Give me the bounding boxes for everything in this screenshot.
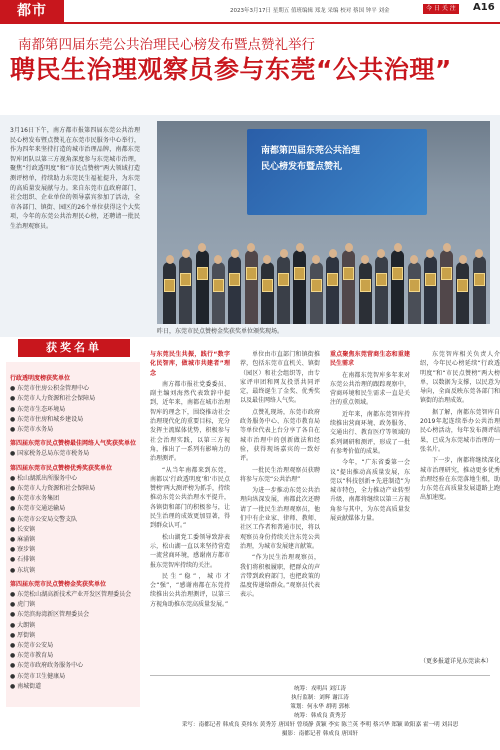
credit-line: 摄影：南都记者 韩成良 唐国轩 — [281, 731, 359, 737]
award-plaque — [278, 273, 289, 286]
credit-line: 采写：南都记者 韩成良 莫炜东 黄秀芳 唐国轩 曾琰静 黄颖 李实 陈兰英 李明 蔡兴华 郑颖 欧阳嘉 霍一明 刘昌思 — [181, 722, 459, 728]
article-paragraph: 近年来，南都东莞智库持续推出营商环境、政务服务、交通出行、教育医疗等领域的系列调研和测评，形成了一批有参考价值的成果。 — [330, 410, 410, 455]
award-list-item: ● 东莞市交通运输局 — [10, 505, 66, 513]
award-plaque — [441, 267, 452, 280]
column-4-body — [420, 350, 500, 503]
award-plaque — [425, 273, 436, 286]
award-plaque — [392, 267, 403, 280]
banner-title-line2: 民心榜发布暨点赞礼 — [261, 162, 343, 172]
credit-line: 统筹：韩成良 黄秀芳 — [293, 713, 347, 719]
award-category-title: 第四届东莞市民点赞榜金奖获奖单位 — [10, 580, 107, 588]
column-2-body — [240, 350, 320, 600]
photo-caption: 昨日，东莞市民点赞榜金奖获奖单位颁奖现场。 — [157, 328, 284, 335]
award-list-item: ● 东莞滨海湾新区管理委员会 — [10, 611, 90, 619]
person-head — [345, 243, 353, 252]
article-paragraph: 民生“稳”，城市才会“强”，“感谢南都在东莞持续推出公共治理测评，以第三方视角助推东莞高质量发展。” — [150, 572, 230, 608]
award-list-item: ● 东坑镇 — [10, 566, 36, 574]
person-figure — [359, 262, 372, 324]
award-list-item: ● 麻涌镇 — [10, 536, 36, 544]
award-list-sidebar — [6, 362, 140, 707]
column-1-body — [150, 380, 230, 609]
person-figure — [228, 256, 241, 324]
column-1-heading: 与东莞民生共振，践行“数字化民智库，做城市共建者”理念 — [150, 351, 230, 377]
intro-paragraph: 3月16日下午，南方都市报第四届东莞公共治理民心榜发布暨点赞礼在东莞市民服务中心举行，作为四年来坚持打造的城市治理品牌，南都东莞智库团队以第三方视角深度参与东莞城市治理，聚焦“行政透明度”和“市民点赞榜”两大领域打造测评榜单，持续助力东莞民生福祉提升，为东莞的高质量发展献与力。来自东莞市直政府部门、社会组织、企业单位的领导嘉宾参加了活动，全市各部门、镇街、园区的26个单位获得这个大奖项，今年的东莞公共治理民心榜，还聘请一批民生治理观察员。 — [10, 127, 140, 230]
award-list-item: ● 虎门镇 — [10, 601, 36, 609]
article-paragraph: 据了解，南都东莞智库自2019年起连续举办公共治理民心榜活动，每年发布测评结果，已成为东莞城市治理的一张名片。 — [420, 408, 500, 453]
award-list-item: ● 东莞市人力资源和社会保障局 — [10, 395, 96, 403]
award-list-item: ● 东莞市水务集团 — [10, 495, 60, 503]
award-plaque — [229, 273, 240, 286]
award-plaque — [294, 267, 305, 280]
person-head — [280, 249, 288, 258]
award-category-title: 行政透明度榜获奖单位 — [10, 375, 71, 382]
award-plaque — [327, 273, 338, 286]
person-figure — [163, 262, 176, 324]
article-paragraph: 为进一步推动东莞公共治理向纵深发展，南都此次还聘请了一批民生治理观察员，他们中有企业家、律师、教师、社区工作者和普通市民，将以观察员身份持续关注东莞公共治理，为城市发展建言献策。 — [240, 487, 320, 550]
person-head — [182, 249, 190, 258]
article-paragraph: 单位由市直部门和镇街推荐，包括东莞市直机关、镇街（园区）和社会组织等，由专家评审团和网友投票共同评定，最终诞生了金奖、优秀奖以及最佳网络人气奖。 — [240, 351, 320, 405]
award-plaque — [474, 273, 485, 286]
person-head — [166, 255, 174, 264]
award-plaque — [164, 279, 175, 292]
article-paragraph: “从当年南都来到东莞，南都以‘行政透明度’和‘市民点赞榜’两大测评榜为抓手，持续推动东莞公共治理水平提升，各镇街和部门的积极参与，让民生治理的成效更加显著，得到群众认可。” — [150, 466, 230, 530]
article-paragraph: 点赞礼现场，东莞市政府政务服务中心、东莞市教育局等单位代表上台分享了各自在城市治理中的创新做法和经验，获得现场嘉宾的一致好评。 — [240, 408, 320, 463]
award-plaque — [262, 279, 273, 292]
article-paragraph: 一批民生治理观察员获聘将参与东莞“公共治理” — [240, 466, 320, 483]
topic-tag: 今 日 关 注 — [423, 4, 459, 14]
person-head — [329, 249, 337, 258]
credits-divider — [150, 675, 490, 676]
page-number: A16 — [473, 2, 495, 13]
header-rule — [0, 22, 500, 24]
person-head — [247, 243, 255, 252]
award-list-item: ● 长安镇 — [10, 525, 36, 533]
award-plaque — [311, 279, 322, 292]
award-list-heading: 获奖名单 — [18, 339, 130, 357]
column-3-body — [330, 371, 410, 524]
award-plaque — [376, 273, 387, 286]
person-figure — [196, 250, 209, 324]
article-paragraph: 松山湖党工委领导致辞表示，松山湖一直以来坚持营造一流营商环境，感谢南方都市报东莞智库持续的关注。 — [150, 533, 230, 569]
award-list-item: ● 石排镇 — [10, 556, 36, 564]
article-column-1 — [150, 350, 230, 608]
award-list-item: ● 东莞松山湖高新技术产业开发区管理委员会 — [10, 591, 132, 599]
person-figure — [408, 262, 421, 324]
person-figure — [179, 256, 192, 324]
article-paragraph: 在南都东莞智库多年来对东莞公共治理的跟踪观察中，营商环境和民生需求一直是关注的重点领域。 — [330, 371, 410, 407]
person-head — [394, 243, 402, 252]
award-list-item: ● 国家税务总局东莞市税务局 — [10, 450, 90, 458]
person-head — [296, 243, 304, 252]
person-figure — [277, 256, 290, 324]
column-3-heading: 重点聚焦东莞营商生态和重建民生需求 — [330, 351, 410, 368]
award-category-title: 第四届东莞市民点赞榜优秀奖获奖单位 — [10, 464, 113, 472]
award-plaque — [180, 273, 191, 286]
article-paragraph: 南方都市报社党委委员、副主编刘海然代表致辞中提到，近年来，南都在城市治理智库的理念下，围绕推动社会治理现代化的重要目标，充分发挥主流媒体优势，积极参与社会治理实践，以第三方视角，推出了一系列有影响力的治理测评。 — [150, 380, 230, 463]
award-plaque — [409, 279, 420, 292]
award-list-item: ● 东莞市公安局交警支队 — [10, 515, 78, 523]
person-figure — [375, 256, 388, 324]
award-plaque — [343, 267, 354, 280]
award-list-item: ● 大朗镇 — [10, 621, 36, 629]
award-list-item: ● 东莞市公安局 — [10, 642, 54, 650]
credits-block — [150, 685, 490, 739]
award-plaque — [213, 279, 224, 292]
article-paragraph: 东莞智库相关负责人介绍，今年民心榜延续“行政透明度”和“市民点赞榜”两大榜单，以数据为支撑，以民意为导向，全面反映东莞各部门和镇街的治理成效。 — [420, 351, 500, 405]
person-figure — [326, 256, 339, 324]
main-headline: 聘民生治理观察员参与东莞“公共治理” — [10, 55, 452, 84]
credit-line: 策划：何永华 胡明 郭栋 — [290, 704, 350, 710]
award-list-item: ● 东莞市政府政务服务中心 — [10, 662, 84, 670]
person-figure — [473, 256, 486, 324]
article-paragraph: “作为民生治理观察员，我们将积极履职，把群众的声音带到政府部门，也把政策的温度传递给群众。”观察员代表表示。 — [240, 554, 320, 599]
person-figure — [440, 250, 453, 324]
award-list-item: ● 东莞市住房和城乡建设局 — [10, 415, 84, 423]
person-figure — [391, 250, 404, 324]
person-head — [443, 243, 451, 252]
award-category-title: 第四届东莞市民点赞榜最佳网络人气奖获奖单位 — [10, 440, 137, 448]
award-list-item: ● 东莞市教育局 — [10, 652, 54, 660]
person-figure — [261, 262, 274, 324]
award-plaque — [197, 267, 208, 280]
person-head — [231, 249, 239, 258]
banner-title-line1: 南都第四届东莞公共治理 — [261, 146, 361, 156]
article-column-2 — [240, 350, 320, 599]
article-paragraph: 下一步，南都将继续深化城市治理研究，推动更多优秀治理经验在东莞落地生根，助力东莞在高质量发展道路上跑出加速度。 — [420, 457, 500, 502]
award-list-item: ● 寮步镇 — [10, 546, 36, 554]
award-list-item: ● 东莞市生态环境局 — [10, 405, 66, 413]
page-header — [0, 0, 500, 22]
award-list-item: ● 东莞市卫生健康局 — [10, 672, 66, 680]
award-plaque — [360, 279, 371, 292]
sub-headline: 南都第四届东莞公共治理民心榜发布暨点赞礼举行 — [18, 37, 315, 53]
credit-line: 执行监制：刘辉 谢江涛 — [291, 695, 349, 701]
person-figure — [245, 250, 258, 324]
person-head — [410, 255, 418, 264]
award-list-item: ● 东莞市住房公积金管理中心 — [10, 385, 90, 393]
person-figure — [424, 256, 437, 324]
award-list-item: ● 厚街镇 — [10, 631, 36, 639]
person-figure — [212, 262, 225, 324]
award-list-item: ● 松山湖派出所服务中心 — [10, 474, 78, 482]
section-badge: 都市 — [0, 0, 64, 22]
article-column-4 — [420, 350, 500, 595]
article-column-3 — [330, 350, 410, 595]
article-paragraph: 今年，“广东省委第一会议”提出推动高质量发展，东莞以“科技创新+先进制造”为城市特色，全力推动产业转型升级，南都将继续以第三方视角参与其中，为东莞高质量发展贡献媒体力量。 — [330, 459, 410, 523]
stage-banner — [247, 129, 427, 215]
person-figure — [310, 262, 323, 324]
award-list-item: ● 东莞市人力资源和社会保障局 — [10, 485, 96, 493]
person-figure — [293, 250, 306, 324]
event-photo — [157, 121, 490, 324]
person-head — [459, 255, 467, 264]
person-figure — [342, 250, 355, 324]
award-list — [10, 370, 138, 692]
award-list-item: ● 东莞市水务局 — [10, 426, 54, 434]
continued-note: （更多报道详见东莞读本） — [420, 658, 493, 665]
award-list-item: ● 南城街道 — [10, 682, 42, 690]
award-recipients-group — [157, 217, 490, 324]
credit-line: 统筹：戎明昌 刘江涛 — [293, 686, 347, 692]
award-plaque — [246, 267, 257, 280]
person-figure — [456, 262, 469, 324]
header-info: 2023年3月17日 星期五 值班编辑 郑龙 采编 校对 蔡国 钟平 刘金 — [230, 8, 390, 14]
award-plaque — [457, 279, 468, 292]
